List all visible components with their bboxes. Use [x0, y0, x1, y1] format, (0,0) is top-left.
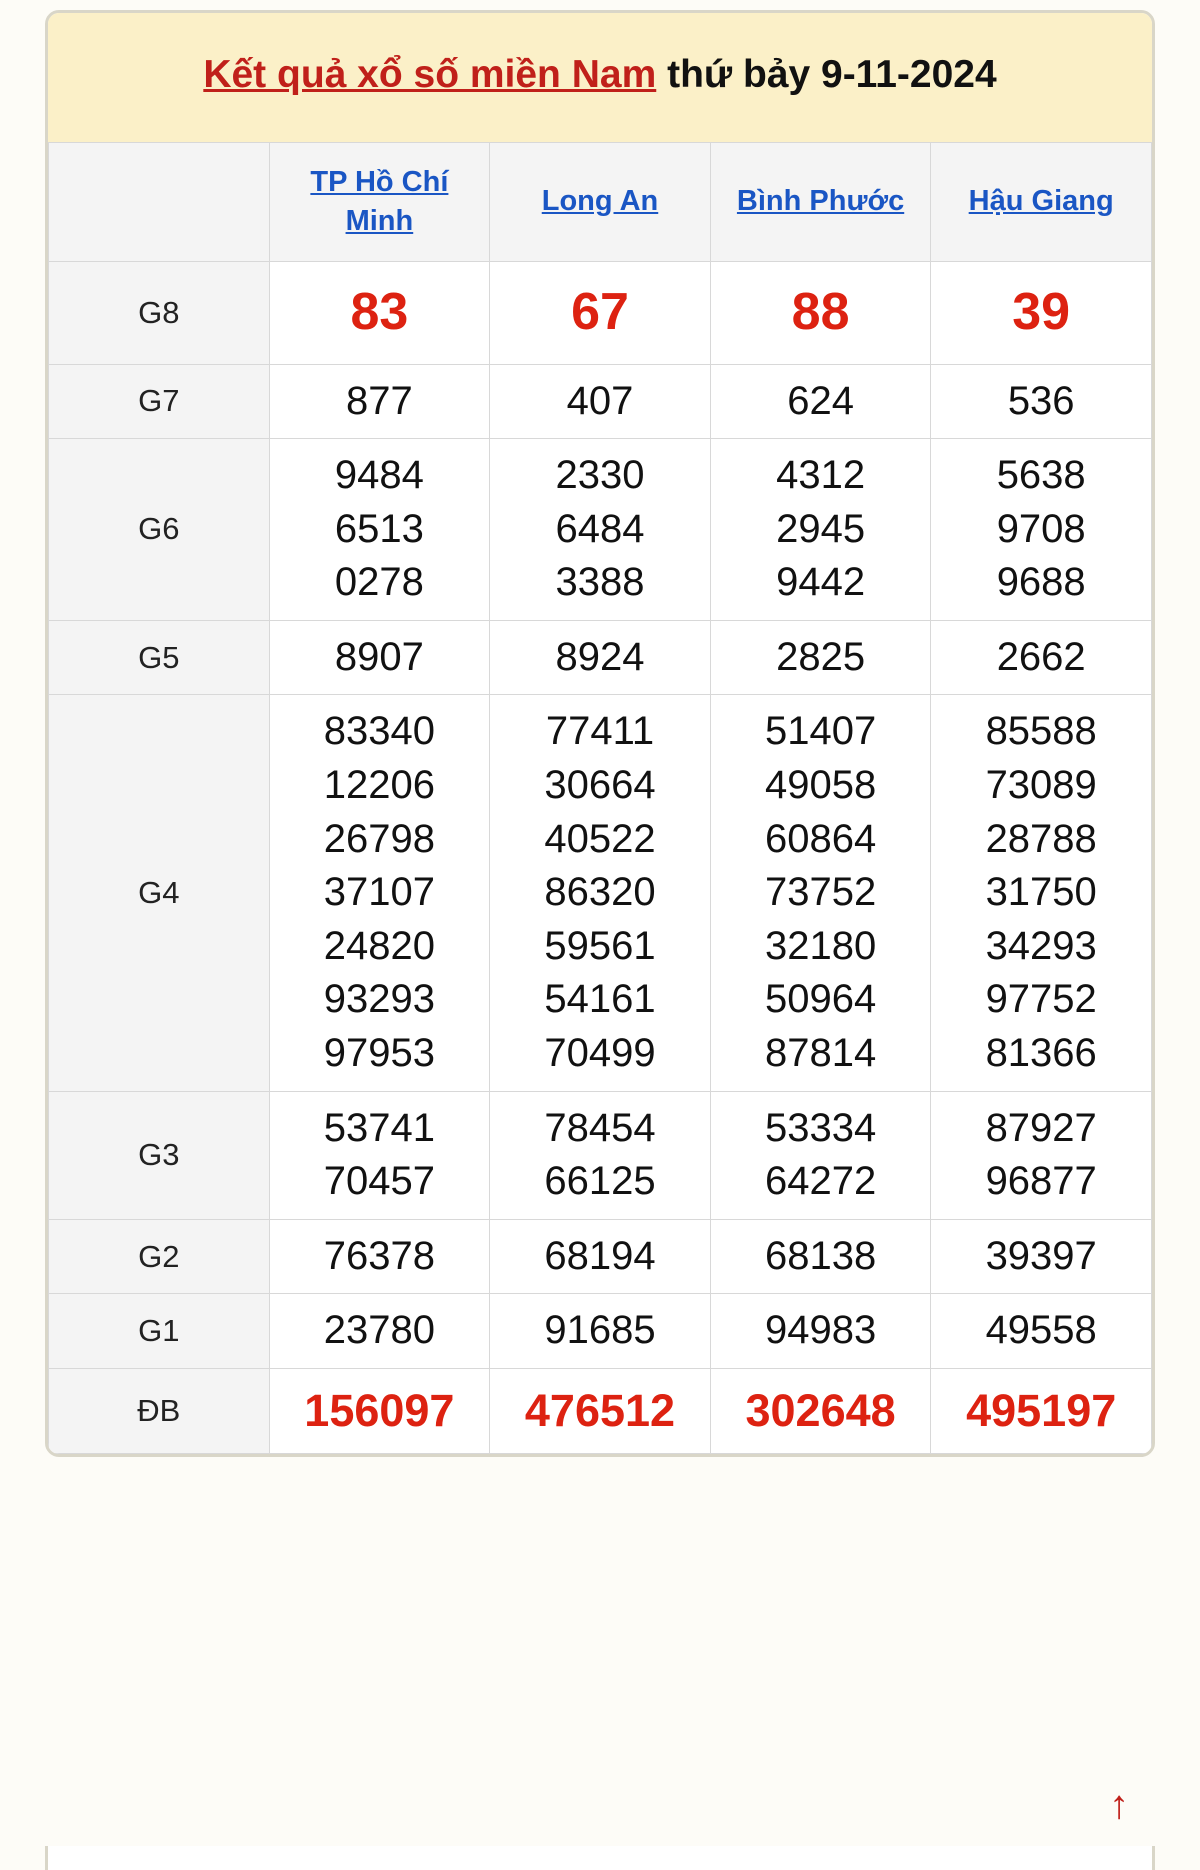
- prize-numbers-cell: [931, 1369, 1152, 1454]
- prize-number: 51407: [764, 709, 877, 754]
- prize-number: 60864: [764, 816, 877, 861]
- prize-number: 8907: [334, 634, 424, 679]
- prize-number: 5638: [996, 453, 1086, 498]
- prize-numbers-cell: [710, 439, 931, 621]
- prize-number: 67: [571, 282, 629, 341]
- prize-label: G2: [49, 1219, 270, 1294]
- prize-number: 53334: [764, 1105, 877, 1150]
- table-row: [49, 695, 1152, 1091]
- results-card: [45, 10, 1155, 1457]
- table-row: [49, 261, 1152, 364]
- prize-numbers-cell: [490, 364, 711, 439]
- prize-number: 536: [1007, 378, 1075, 423]
- prize-number: 87927: [985, 1105, 1097, 1150]
- column-header-hcm[interactable]: [269, 142, 490, 261]
- prize-number: 32180: [764, 923, 877, 968]
- prize-number: 6513: [334, 506, 424, 551]
- table-row: [49, 1369, 1152, 1454]
- prize-number: 9442: [776, 560, 866, 605]
- prize-number: 87814: [764, 1031, 877, 1076]
- prize-number: 81366: [985, 1031, 1097, 1076]
- prize-number: 78454: [544, 1105, 656, 1150]
- prize-numbers-cell: [931, 695, 1152, 1091]
- column-header-label: Hậu Giang: [968, 185, 1114, 218]
- page-title-date: thứ bảy 9-11-2024: [656, 53, 997, 96]
- table-row: [49, 439, 1152, 621]
- prize-number: 64272: [764, 1159, 877, 1204]
- prize-number: 70499: [544, 1031, 656, 1076]
- prize-numbers-cell: [490, 620, 711, 695]
- prize-numbers-cell: [490, 261, 711, 364]
- column-header-label: Bình Phước: [736, 185, 905, 218]
- prize-numbers-cell: [931, 1091, 1152, 1219]
- prize-numbers-cell: [931, 439, 1152, 621]
- prize-number: 59561: [544, 923, 656, 968]
- prize-numbers-cell: [710, 364, 931, 439]
- prize-number: 88: [791, 282, 850, 341]
- prize-numbers-cell: [490, 439, 711, 621]
- prize-number: 2945: [776, 506, 866, 551]
- prize-numbers-cell: [490, 1294, 711, 1369]
- prize-numbers-cell: [931, 1294, 1152, 1369]
- prize-numbers-cell: [269, 439, 490, 621]
- prize-number: 83: [350, 282, 409, 341]
- prize-label: G8: [49, 261, 270, 364]
- table-row: [49, 620, 1152, 695]
- prize-number: 2662: [996, 634, 1086, 679]
- prize-number: 66125: [544, 1159, 656, 1204]
- prize-numbers-cell: [710, 1369, 931, 1454]
- prize-label: G3: [49, 1091, 270, 1219]
- prize-number: 37107: [323, 870, 435, 915]
- prize-number: 83340: [323, 709, 435, 754]
- prize-label: ĐB: [49, 1369, 270, 1454]
- prize-numbers-cell: [269, 1369, 490, 1454]
- prize-number: 73752: [764, 870, 877, 915]
- prize-numbers-cell: [269, 1294, 490, 1369]
- prize-number: 302648: [745, 1385, 896, 1436]
- prize-number: 4312: [776, 453, 866, 498]
- prize-number: 24820: [323, 923, 435, 968]
- prize-number: 6484: [555, 506, 645, 551]
- table-row: [49, 1219, 1152, 1294]
- prize-number: 68194: [544, 1233, 656, 1278]
- table-header-row: [49, 142, 1152, 261]
- prize-number: 0278: [334, 560, 424, 605]
- prize-numbers-cell: [931, 261, 1152, 364]
- prize-numbers-cell: [931, 620, 1152, 695]
- prize-number: 77411: [545, 709, 655, 754]
- prize-numbers-cell: [490, 1219, 711, 1294]
- region-link[interactable]: Kết quả xổ số miền Nam: [203, 53, 657, 96]
- prize-number: 86320: [544, 870, 656, 915]
- results-table-body: [49, 261, 1152, 1453]
- prize-number: 12206: [323, 763, 435, 808]
- prize-number: 96877: [985, 1159, 1097, 1204]
- prize-label: G5: [49, 620, 270, 695]
- prize-numbers-cell: [710, 261, 931, 364]
- prize-number: 26798: [323, 816, 435, 861]
- prize-number: 9484: [334, 453, 424, 498]
- prize-numbers-cell: [931, 1219, 1152, 1294]
- prize-number: 39: [1012, 282, 1071, 341]
- column-header-binh-phuoc[interactable]: [710, 142, 931, 261]
- prize-number: 49058: [764, 763, 877, 808]
- prize-numbers-cell: [710, 1091, 931, 1219]
- results-table-head: [49, 142, 1152, 261]
- prize-label: G7: [49, 364, 270, 439]
- prize-label: G6: [49, 439, 270, 621]
- prize-number: 94983: [764, 1308, 877, 1353]
- page-title: [78, 47, 1122, 104]
- prize-numbers-cell: [931, 364, 1152, 439]
- column-header-long-an[interactable]: [490, 142, 711, 261]
- prize-number: 70457: [323, 1159, 435, 1204]
- prize-number: 30664: [544, 763, 656, 808]
- prize-number: 156097: [304, 1385, 455, 1436]
- column-header-label: Long An: [541, 185, 659, 218]
- prize-numbers-cell: [710, 1294, 931, 1369]
- prize-number: 73089: [985, 763, 1097, 808]
- results-table: [48, 142, 1152, 1455]
- prize-number: 407: [566, 378, 634, 423]
- prize-number: 39397: [985, 1233, 1097, 1278]
- prize-number: 68138: [764, 1233, 877, 1278]
- prize-number: 85588: [985, 709, 1097, 754]
- prize-number: 8924: [555, 634, 645, 679]
- prize-numbers-cell: [490, 695, 711, 1091]
- prize-label: G4: [49, 695, 270, 1091]
- card-bottom-edge: [45, 1846, 1155, 1870]
- prize-numbers-cell: [710, 620, 931, 695]
- prize-numbers-cell: [490, 1091, 711, 1219]
- prize-number: 9688: [996, 560, 1086, 605]
- prize-numbers-cell: [269, 364, 490, 439]
- table-row: [49, 364, 1152, 439]
- prize-numbers-cell: [710, 695, 931, 1091]
- prize-number: 624: [787, 378, 854, 423]
- prize-numbers-cell: [490, 1369, 711, 1454]
- prize-number: 76378: [323, 1233, 435, 1278]
- table-row: [49, 1091, 1152, 1219]
- prize-number: 97752: [985, 977, 1097, 1022]
- prize-number: 495197: [966, 1385, 1117, 1436]
- prize-number: 31750: [985, 870, 1097, 915]
- prize-numbers-cell: [269, 1091, 490, 1219]
- prize-number: 91685: [544, 1308, 656, 1353]
- prize-number: 49558: [985, 1308, 1097, 1353]
- prize-number: 2330: [555, 453, 645, 498]
- prize-numbers-cell: [269, 1219, 490, 1294]
- prize-number: 93293: [323, 977, 435, 1022]
- prize-number: 34293: [985, 923, 1097, 968]
- prize-label: G1: [49, 1294, 270, 1369]
- prize-numbers-cell: [710, 1219, 931, 1294]
- prize-number: 9708: [996, 506, 1086, 551]
- prize-number: 3388: [555, 560, 645, 605]
- prize-number: 50964: [764, 977, 877, 1022]
- prize-number: 54161: [544, 977, 656, 1022]
- scroll-to-top-icon[interactable]: ↑: [1109, 1783, 1129, 1827]
- column-header-label: TP Hồ Chí Minh: [310, 165, 449, 237]
- prize-number: 23780: [323, 1308, 435, 1353]
- column-header-hau-giang[interactable]: [931, 142, 1152, 261]
- corner-cell: [49, 142, 270, 261]
- prize-number: 53741: [323, 1105, 435, 1150]
- prize-number: 476512: [524, 1385, 676, 1436]
- prize-number: 40522: [544, 816, 656, 861]
- prize-number: 97953: [323, 1031, 435, 1076]
- page-title-bar: [48, 13, 1152, 142]
- prize-numbers-cell: [269, 620, 490, 695]
- prize-number: 28788: [985, 816, 1097, 861]
- prize-number: 877: [346, 378, 413, 423]
- table-row: [49, 1294, 1152, 1369]
- prize-numbers-cell: [269, 261, 490, 364]
- prize-numbers-cell: [269, 695, 490, 1091]
- prize-number: 2825: [776, 634, 866, 679]
